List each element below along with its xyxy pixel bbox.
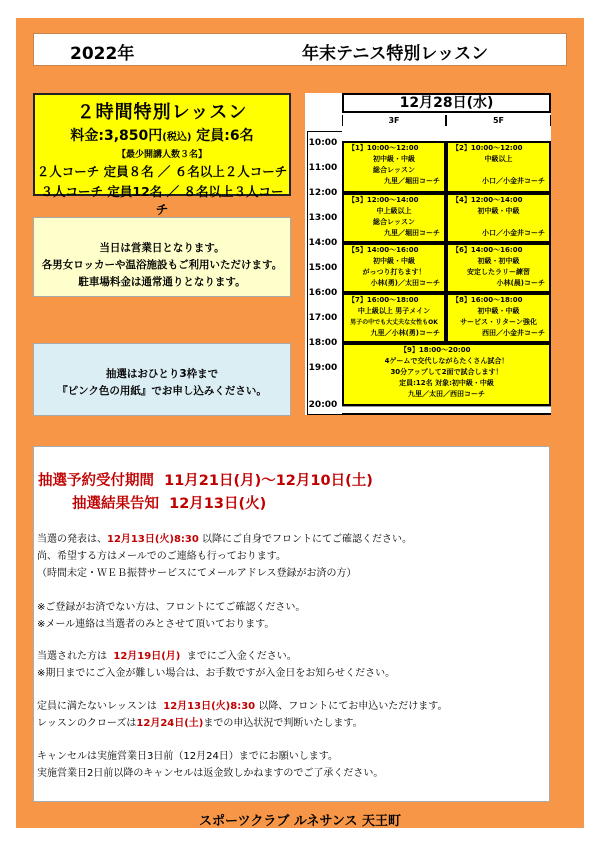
lesson-6[interactable] [446,243,551,293]
time-label: 17:00 [308,313,338,323]
lesson-info-box [33,93,291,217]
time-label: 16:00 [308,288,338,298]
lesson-coach: 九里／堀田コーチ [384,229,440,237]
lesson-coach: 小林(勇)／太田コーチ [370,279,440,287]
info-line-2: 尚、希望する方はメールでのご連絡も行っております。 [37,551,286,562]
info-line-7: ※期日までにご入金が難しい場合は、お手数ですが入金日をお知らせください。 [37,668,396,679]
lesson-coach: 西田／小金井コーチ [482,329,545,337]
lesson-level: 初級・初中級 [477,257,520,265]
year-label: 2022年 [70,44,135,64]
result-label: 抽選結果告知 [72,496,159,512]
lottery-line-1: 抽選はおひとり3枠まで [105,368,219,380]
text: 以降、フロントにてお申込いただけます。 [258,701,448,712]
grid-line [342,406,551,407]
lesson-desc: 4ゲームで交代しながらたくさん試合！ [384,357,509,365]
lesson-head: 【6】14:00～16:00 [452,246,523,254]
text: 当選された方は [37,651,107,662]
lesson-desc: サービス・リターン強化 [460,318,537,326]
capacity-label: 定員:6名 [196,128,254,144]
date-highlight: 12月13日(火)8:30 [163,701,256,712]
lesson-level: 中級以上 [484,155,513,163]
text: までにご入金ください。 [186,651,297,662]
lesson-head: 【5】14:00～16:00 [348,246,419,254]
period-value: 11月21日(月)～12月10日(土) [164,473,373,489]
page-title: 年末テニス特別レッスン [302,44,489,64]
lesson-desc: がっつり打ちます！ [362,268,426,276]
date-highlight: 12月13日(火)8:30 [107,534,199,545]
text: までの申込状況で判断いたします。 [203,718,363,729]
text: レッスンのクローズは [37,718,137,729]
text: 定員に満たないレッスンは [37,701,157,712]
fee-label: 料金:3,850円 [70,128,163,144]
info-line-11: 実施営業日2日前以降のキャンセルは返金致しかねますのでご了承ください。 [37,768,384,779]
time-label: 18:00 [308,338,338,348]
notice-box [33,217,291,297]
lesson-coach: 九里／堀田コーチ [384,177,440,185]
lesson-2[interactable] [446,141,551,193]
grid-bottom [342,413,551,415]
info-line-3: （時間未定・ＷＥＢ振替サービスにてメールアドレス登録がお済の方） [37,568,357,579]
text: 当選の発表は、 [37,534,107,545]
lesson-head: 【2】10:00～12:00 [452,144,523,152]
lesson-desc: 安定したラリー練習 [467,268,530,276]
date-highlight: 12月24日(土) [136,718,204,729]
coach-rule-3: ３人コーチ 定員12名 ／ ８名以上３人コーチ [40,184,284,217]
schedule [305,93,551,415]
info-line-9 [37,714,363,729]
text: 以降にご自身でフロントにてご確認ください。 [202,534,413,545]
time-label: 10:00 [308,138,338,148]
time-label: 13:00 [308,213,338,223]
period-line [38,469,373,490]
lesson-level: 初中級・中級 [477,207,520,215]
footer-club-name: スポーツクラブ ルネサンス 天王町 [199,814,401,829]
lesson-4[interactable] [446,193,551,243]
result-line [72,492,266,513]
tax-label: (税込) [162,132,192,143]
info-line-5: ※メール連絡は当選者のみとさせて頂いております。 [37,619,275,630]
lesson-7[interactable] [342,293,446,343]
col-5f: 5F [446,115,551,126]
time-label: 19:00 [308,363,338,373]
date-highlight: 12月19日(月) [113,651,181,662]
lesson-box-title: ２時間特別レッスン [76,102,248,123]
info-line-8 [37,697,448,712]
lesson-desc [448,217,549,228]
lesson-head: 【7】16:00～18:00 [348,296,419,304]
time-label: 12:00 [308,188,338,198]
lesson-coach: 九里／小林(勇)コーチ [370,329,440,337]
lesson-level: 初中級・中級 [373,155,415,163]
info-line-6 [37,647,297,662]
notice-line-3: 駐車場料金は通常通りとなります。 [78,276,246,288]
lesson-head: 【3】12:00～14:00 [348,196,419,204]
info-box [33,446,550,802]
lottery-line-2: 『ピンク色の用紙』でお申し込みください。 [57,385,267,397]
lesson-coach: 小口／小金井コーチ [482,229,545,237]
lesson-head: 【8】16:00～18:00 [452,296,523,304]
time-label: 15:00 [308,263,338,273]
lesson-1[interactable] [342,141,446,193]
lesson-level: 中上級以上 [376,207,412,215]
time-label: 11:00 [308,163,338,173]
lesson-5[interactable] [342,243,446,293]
info-line-4: ※ご登録がお済でない方は、フロントにてご確認ください。 [37,602,306,613]
lesson-desc-2: 30分アップして2面で試合します！ [390,368,503,376]
info-line-10: キャンセルは実施営業日3日前（12月24日）までにお願いします。 [37,751,339,762]
lesson-3[interactable] [342,193,446,243]
lesson-coach: 小林(晨)コーチ [496,279,545,287]
notice-line-1: 当日は営業日となります。 [99,242,225,254]
lesson-level: 初中級・中級 [477,307,520,315]
header-bar [33,33,567,66]
lesson-level: 初中級・中級 [373,257,415,265]
lesson-coach: 九里／太田／西田コーチ [408,390,485,398]
info-line-1 [37,530,412,545]
coach-rule-2: ２人コーチ 定員８名 ／ ６名以上２人コーチ [36,164,288,179]
lesson-head: 【4】12:00～14:00 [452,196,523,204]
lesson-desc: 総合レッスン [373,218,415,226]
lesson-head: 【1】10:00～12:00 [348,144,419,152]
schedule-date: 12月28日(水) [342,93,551,113]
lottery-box [33,343,291,416]
notice-line-2: 各男女ロッカーや温浴施設もご利用いただけます。 [41,259,283,271]
time-label: 14:00 [308,238,338,248]
lesson-head: 【9】18:00～20:00 [400,346,471,354]
col-3f: 3F [342,115,446,126]
lesson-target: 定員:12名 対象:初中級・中級 [399,379,494,387]
lesson-desc: 総合レッスン [373,166,415,174]
time-label: 20:00 [308,400,338,410]
lesson-desc: 男子の中でも大丈夫な女性もOK [350,319,438,326]
min-people: 【最少開講人数３名】 [116,150,207,160]
lesson-coach: 小口／小金井コーチ [482,177,545,185]
fee-line [35,125,289,145]
lesson-9[interactable] [342,343,551,406]
lesson-desc [448,165,549,176]
lesson-level: 中上級以上 男子メイン [357,307,431,315]
result-value: 12月13日(火) [169,496,267,512]
period-label: 抽選予約受付期間 [38,473,154,489]
lesson-8[interactable] [446,293,551,343]
